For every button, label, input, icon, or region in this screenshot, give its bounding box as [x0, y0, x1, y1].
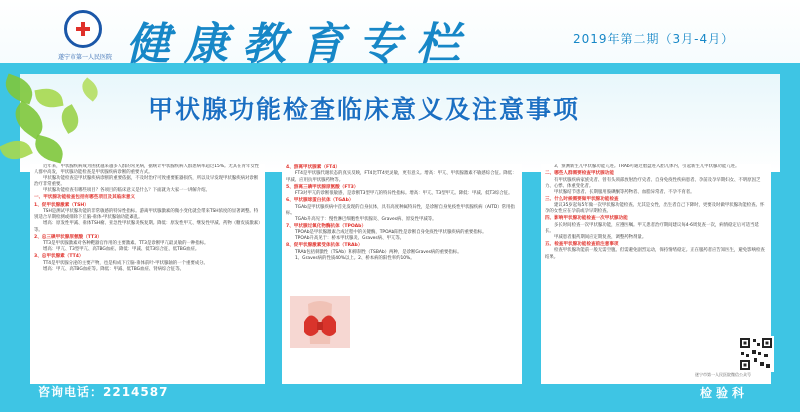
sub-heading: 1、促甲状腺激素（TSH） — [34, 202, 89, 208]
paragraph: 甲状腺功能检查是甲状腺疾病诊断的重要依据，不及时治疗可致重要脏器损伤，所以及早发现甲状腺疾病对诊断治疗非常重要。 — [34, 176, 259, 188]
section-heading: 二、哪些人群需要检查甲状腺功能 — [545, 171, 614, 177]
red-cross-icon — [76, 22, 90, 36]
section-heading: 一、甲状腺功能检查包括有哪些项目及其临床意义 — [34, 195, 136, 201]
column-1 — [30, 164, 265, 384]
paragraph: 甲状腺结节患者、长期服用胺碘酮等药物者、血脂异常者、不孕不育者。 — [554, 189, 695, 195]
paragraph: 3、预测新生儿甲状腺功能亢进。TRAb可通过胎盘进入胎儿体内，引起新生儿甲状腺功能亢进。 — [554, 164, 740, 169]
issue-label: 2019年第二期（3月-4月） — [573, 32, 735, 46]
sub-heading: 7、甲状腺过氧化物酶抗体（TPOAb） — [286, 223, 367, 229]
paragraph: TRAb包括刺激性（TSAb）和抑制性（TSBAb）两种，是诊断Graves病的重要指标。 — [295, 249, 462, 255]
paragraph: 1、Graves病的性质40%以上。2、桥本病的阳性率约10%。 — [295, 255, 415, 261]
sub-heading: 8、促甲状腺激素受体抗体（TRAb） — [286, 243, 363, 249]
paragraph: 近年来，甲状腺疾病成为困扰越来越多人群的常见病，据统计甲状腺疾病人群患病率超过15%。尤其在青年女性人群中高发，甲状腺功能检查是甲状腺疾病诊断的重要方式。 — [34, 164, 260, 176]
section-heading: 四、影响甲状腺功能检查一次甲状腺功能 — [545, 216, 628, 222]
thyroid-illustration-icon — [290, 296, 350, 348]
sub-heading: 2、总三碘甲状腺原氨酸（TT3） — [34, 234, 102, 240]
hospital-name: 遂宁市第一人民医院 — [58, 54, 113, 61]
paragraph: 有甲状腺疾病家族史者、曾有头颈部放射治疗史者、自身免疫性疾病患者、孕前及孕早期妇女、不明原因乏力、心悸、体重变化者。 — [545, 177, 761, 189]
sub-heading: 5、游离三碘甲状腺原氨酸（FT3） — [286, 184, 359, 190]
paragraph: 多长时间检查一次甲状腺功能，应遵医嘱。甲亢患者治疗期间建议每4-6周复查一次，病情稳定后可适当延长。 — [545, 222, 759, 234]
paragraph: TPOAb是甲状腺激素合成过程中的关键酶，TPOAb阳性是诊断自身免疫性甲状腺疾病的重要指标。 — [295, 230, 487, 236]
section-heading: 五、检查甲状腺功能检查前注意事项 — [545, 242, 619, 248]
sub-heading: 4、游离甲状腺素（FT4） — [286, 165, 341, 170]
consult-phone: 咨询电话：2214587 — [38, 385, 169, 399]
column-2 — [282, 164, 522, 384]
section-heading: 三、什么时候需要做甲状腺功能检查 — [545, 196, 619, 202]
article-title: 甲状腺功能检查临床意义及注意事项 — [148, 95, 581, 124]
page-title: 健康教育专栏 — [126, 19, 474, 70]
qr-code-icon — [738, 336, 774, 372]
paragraph: TT4是甲状腺分泌的主要产物，也是构成下丘脑-垂体前叶-甲状腺轴的一个重要成分。 — [43, 260, 208, 266]
paragraph: 增高：原发性甲减、垂体TSH瘤、亚急性甲状腺炎恢复期。降低：原发性甲亢、继发性甲减、药物（糖皮质激素）等。 — [34, 221, 261, 233]
paragraph: TGAb升高见于：慢性淋巴细胞性甲状腺炎、Graves病、原发性甲减等。 — [295, 216, 437, 222]
paragraph: 甲减患者服药期间应定期复查，调整药物剂量。 — [554, 234, 647, 240]
hospital-logo-icon — [64, 10, 102, 48]
column-3 — [541, 164, 771, 384]
paragraph: FT4是甲状腺代谢状态的真实反映，FT4比TT4更灵敏，更有意义。增高：甲亢、甲状腺激素不敏感综合征。降低：甲减、应用抗甲状腺药物等。 — [286, 171, 517, 183]
sub-heading: 3、总甲状腺素（TT4） — [34, 254, 84, 260]
paragraph: TT3是甲状腺激素对各种靶器官作用的主要激素。TT3是诊断甲亢最灵敏的一种指标。 — [43, 241, 209, 247]
paragraph: TPOAb升高见于：桥本甲状腺炎、Graves病、甲亢等。 — [295, 236, 405, 242]
paragraph: 增高：甲亢、T3型甲亢、高TBG血症。降低：甲减、低T3综合征、低TBG血症。 — [43, 247, 200, 253]
paragraph: TSH是测试甲状腺功能的非常敏感的特异性指标。游离甲状腺激素的微小变化就会带来TSH浓度的显著调整。特别适合早期检测或排除下丘脑-垂体-甲状腺轴功能紊乱。 — [34, 209, 259, 221]
qr-caption: 遂宁市第一人民医院微信公众号 — [695, 372, 751, 377]
paragraph: 建议35岁起每5年做一次甲状腺功能检查。尤其是女性，出生者自己下降时，更要及时做甲状腺功能检查。怀孕的女性应在孕前或孕早期检查。 — [545, 203, 765, 215]
sub-heading: 6、甲状腺球蛋白抗体（TGAb） — [286, 198, 354, 204]
paragraph: 增高：甲亢、高TBG血症等。降低：甲减、低TBG血症、肾病综合征等。 — [43, 266, 184, 272]
department-label: 检验科 — [700, 386, 749, 400]
paragraph: TGAb是甲状腺疾病中首先发现的自身抗体，具有高度种属特异性，是诊断自身免疫性甲状腺疾病（AITD）常用指标。 — [286, 204, 515, 216]
paragraph: FT3对甲亢的诊断很敏感，是诊断T3型甲亢的特异性指标。增高：甲亢、T3型甲亢。降低：甲减、低T3综合征。 — [295, 191, 513, 196]
paragraph: 甲状腺功能检查有哪些项目？各项目的临床意义是什么？下面就为大家一一讲解介绍。 — [43, 188, 210, 194]
paragraph: 检查甲状腺功能前一般无需空腹。但需避免剧烈运动，保持情绪稳定。正在服药者应告知医生，避免影响检查结果。 — [545, 248, 765, 260]
